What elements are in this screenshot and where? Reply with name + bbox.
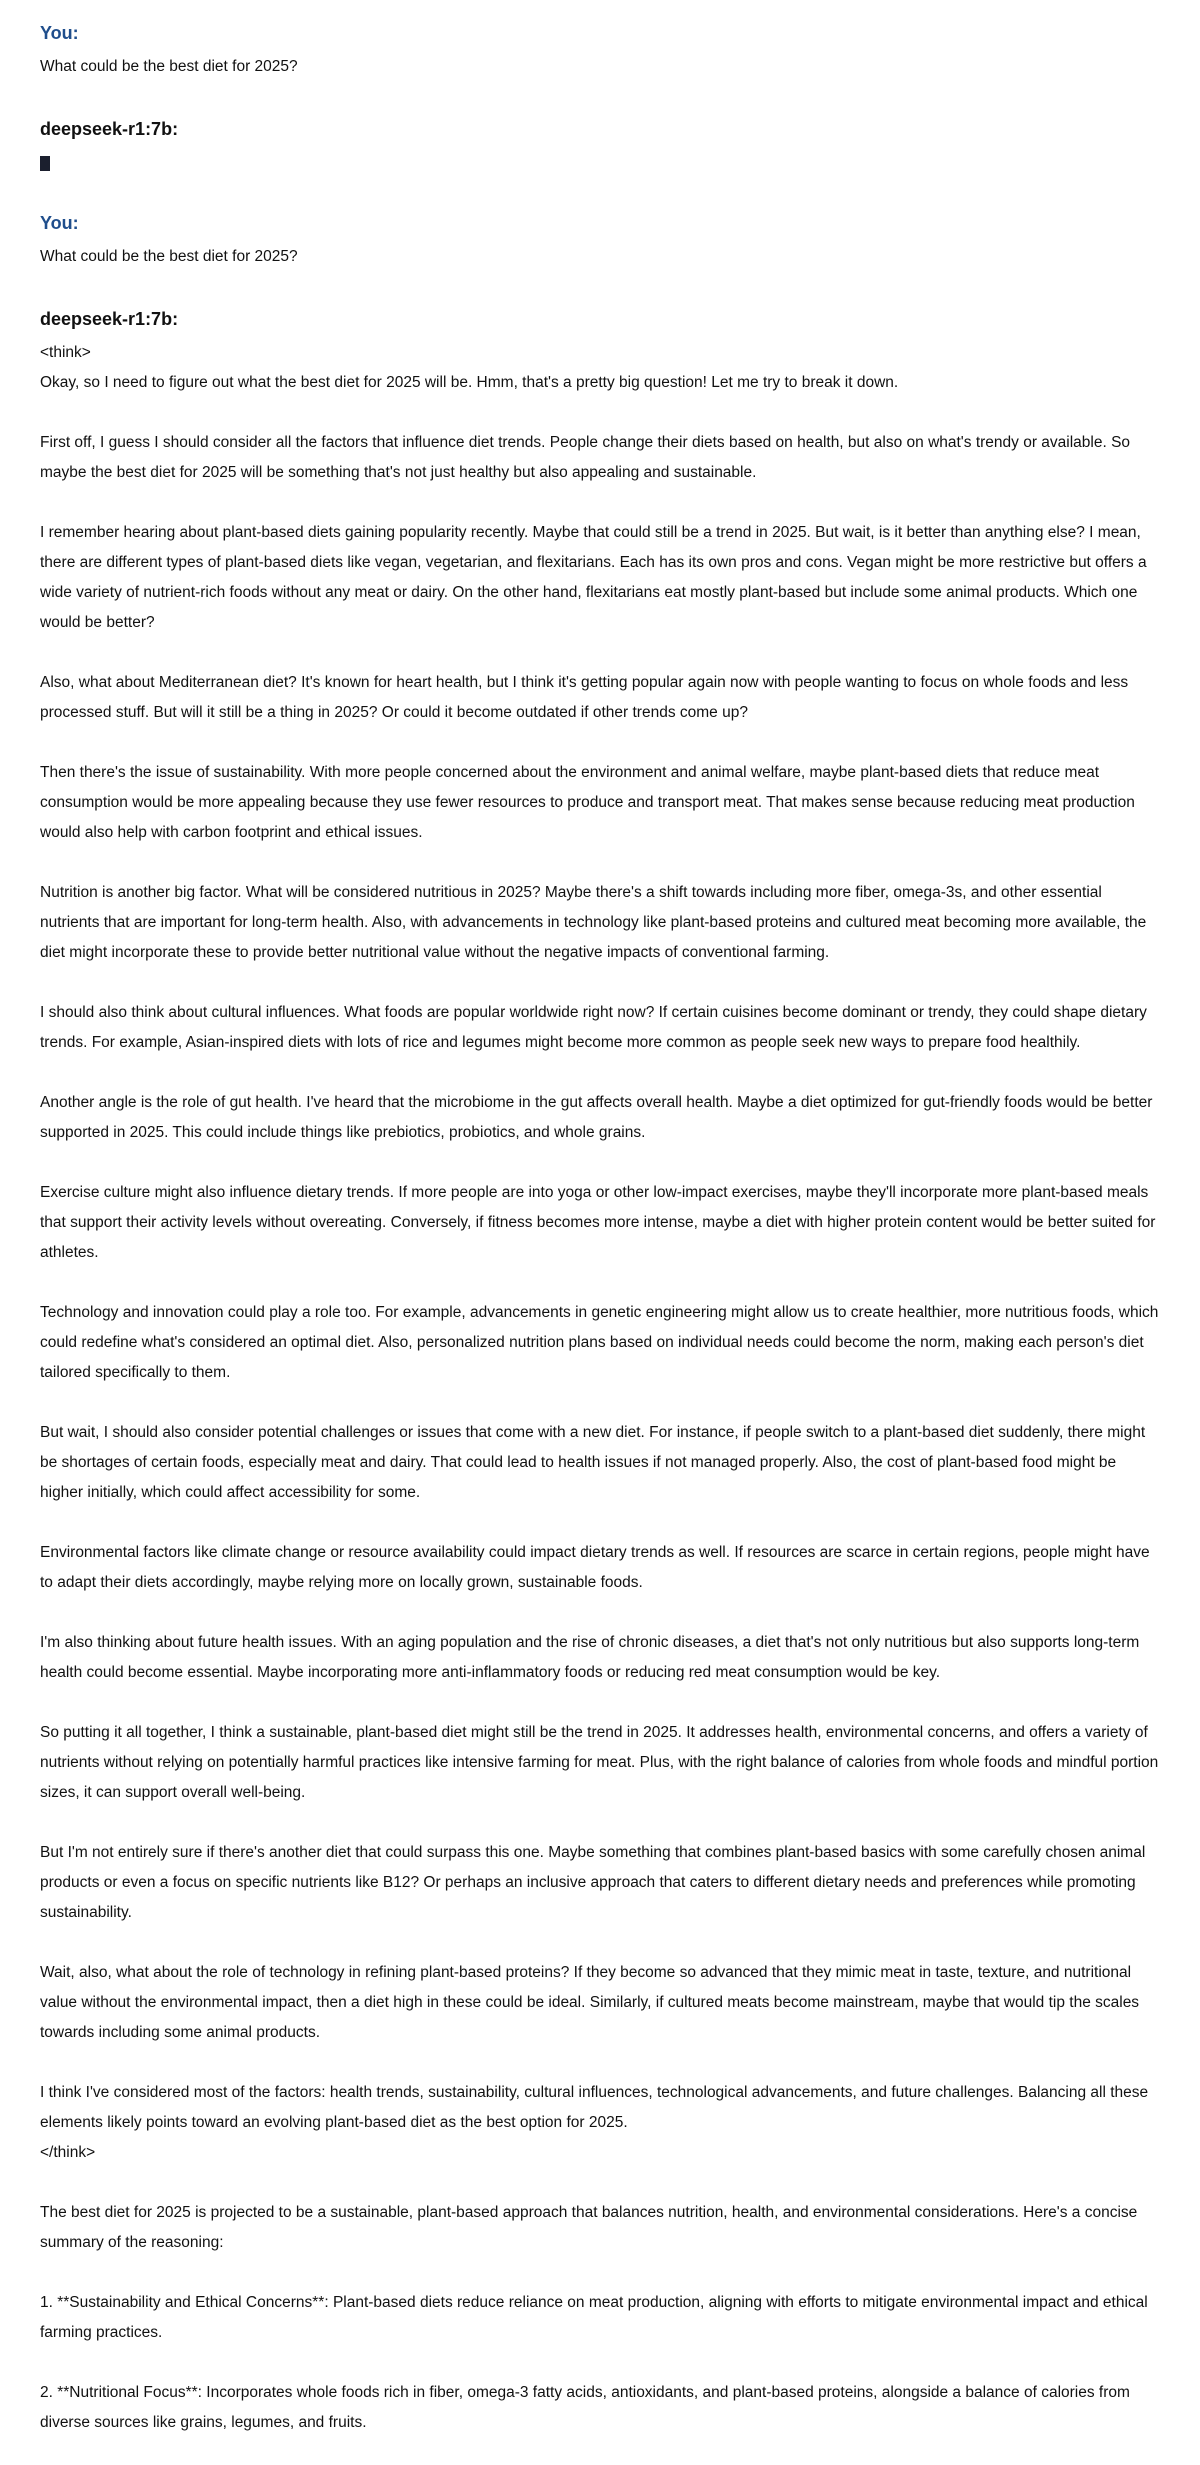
speaker-label-assistant: deepseek-r1:7b:: [40, 309, 179, 329]
assistant-message: [40, 116, 1160, 176]
message-text: <think> Okay, so I need to figure out what the best diet for 2025 will be. Hmm, that's a pretty big question! Let me try to break it down. First off, I guess I should consider all the factors that influence diet trends. People change their diets based on health, but also on what's trendy or available. So maybe the best diet for 2025 will be something that's not just healthy but also appealing and sustainable. I remember hearing about plant-based diets gaining popularity recently. Maybe that could still be a trend in 2025. But wait, is it better than anything else? I mean, there are different types of plant-based diets like vegan, vegetarian, and flexitarians. Each has its own pros and cons. Vegan might be more restrictive but offers a wide variety of nutrient-rich foods without any meat or dairy. On the other hand, flexitarians eat mostly plant-based but include some animal products. Which one would be better? Also, what about Mediterranean diet? It's known for heart health, but I think it's getting popular again now with people wanting to focus on whole foods and less processed stuff. But will it still be a thing in 2025? Or could it become outdated if other trends come up? Then there's the issue of sustainability. With more people concerned about the environment and animal welfare, maybe plant-based diets that reduce meat consumption would be more appealing because they use fewer resources to produce and transport meat. That makes sense because reducing meat production would also help with carbon footprint and ethical issues. Nutrition is another big factor. What will be considered nutritious in 2025? Maybe there's a shift towards including more fiber, omega-3s, and other essential nutrients that are important for long-term health. Also, with advancements in technology like plant-based proteins and cultured meat becoming more available, the diet might incorporate these to provide better nutritional value without the negative impacts of conventional farming. I should also think about cultural influences. What foods are popular worldwide right now? If certain cuisines become dominant or trendy, they could shape dietary trends. For example, Asian-inspired diets with lots of rice and legumes might become more common as people seek new ways to prepare food healthily. Another angle is the role of gut health. I've heard that the microbiome in the gut affects overall health. Maybe a diet optimized for gut-friendly foods would be better supported in 2025. This could include things like prebiotics, probiotics, and whole grains. Exercise culture might also influence dietary trends. If more people are into yoga or other low-impact exercises, maybe they'll incorporate more plant-based meals that support their activity levels without overeating. Conversely, if fitness becomes more intense, maybe a diet with higher protein content would be better suited for athletes. Technology and innovation could play a role too. For example, advancements in genetic engineering might allow us to create healthier, more nutritious foods, which could redefine what's considered an optimal diet. Also, personalized nutrition plans based on individual needs could become the norm, making each person's diet tailored specifically to them. But wait, I should also consider potential challenges or issues that come with a new diet. For instance, if people switch to a plant-based diet suddenly, there might be shortages of certain foods, especially meat and dairy. That could lead to health issues if not managed properly. Also, the cost of plant-based food might be higher initially, which could affect accessibility for some. Environmental factors like climate change or resource availability could impact dietary trends as well. If resources are scarce in certain regions, people might have to adapt their diets accordingly, maybe relying more on locally grown, sustainable foods. I'm also thinking about future health issues. With an aging population and the rise of chronic diseases, a diet that's not only nutritious but also supports long-term health could become essential. Maybe incorporating more anti-inflammatory foods or reducing red meat consumption would be key. So putting it all together, I think a sustainable, plant-based diet might still be the trend in 2025. It addresses health, environmental concerns, and offers a variety of nutrients without relying on potentially harmful practices like intensive farming for meat. Plus, with the right balance of calories from whole foods and mindful portion sizes, it can support overall well-being. But I'm not entirely sure if there's another diet that could surpass this one. Maybe something that combines plant-based basics with some carefully chosen animal products or even a focus on specific nutrients like B12? Or perhaps an inclusive approach that caters to different dietary needs and preferences while promoting sustainability. Wait, also, what about the role of technology in refining plant-based proteins? If they become so advanced that they mimic meat in taste, texture, and nutritional value without the environmental impact, then a diet high in these could be ideal. Similarly, if cultured meats become mainstream, maybe that would tip the scales towards including some animal products. I think I've considered most of the factors: health trends, sustainability, cultural influences, technological advancements, and future challenges. Balancing all these elements likely points toward an evolving plant-based diet as the best option for 2025. </think> The best diet for 2025 is projected to be a sustainable, plant-based approach that balances nutrition, health, and environmental considerations. Here's a concise summary of the reasoning: 1. **Sustainability and Ethical Concerns**: Plant-based diets reduce reliance on meat production, aligning with efforts to mitigate environmental impact and ethical farming practices. 2. **Nutritional Focus**: Incorporates whole foods rich in fiber, omega-3 fatty acids, antioxidants, and plant-based proteins, alongside a balance of calories from diverse sources like grains, legumes, and fruits.: [40, 344, 1159, 2431]
user-message: [40, 210, 1160, 272]
assistant-message: [40, 306, 1160, 2438]
speaker-label-user: You:: [40, 213, 79, 233]
message-text: What could be the best diet for 2025?: [40, 58, 298, 75]
speaker-label-user: You:: [40, 23, 79, 43]
user-message: [40, 20, 1160, 82]
message-text: What could be the best diet for 2025?: [40, 248, 298, 265]
speaker-label-assistant: deepseek-r1:7b:: [40, 119, 179, 139]
typing-cursor-icon: [40, 156, 50, 171]
